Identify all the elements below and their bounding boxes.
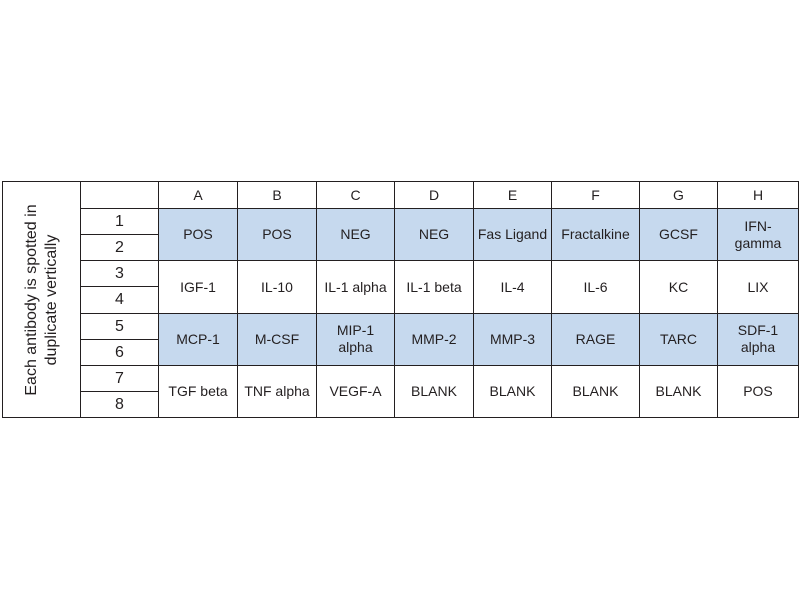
array-row-1 [3, 209, 799, 235]
antibody-label: MMP-2 [411, 330, 457, 347]
column-header-e: E [474, 182, 552, 209]
antibody-label: IL-1 beta [406, 278, 462, 295]
side-label-cell [3, 182, 81, 418]
antibody-cell-g3 [640, 261, 718, 313]
antibody-cell-d7 [395, 365, 474, 417]
row-number-2: 2 [81, 235, 159, 261]
antibody-cell-g7 [640, 365, 718, 417]
row-number-3: 3 [81, 261, 159, 287]
antibody-cell-f7 [552, 365, 640, 417]
antibody-cell-e5 [474, 313, 552, 365]
antibody-cell-b1 [238, 209, 317, 261]
antibody-label: MIP-1 alpha [336, 322, 375, 356]
antibody-label: IL-4 [500, 278, 525, 295]
column-header-row [3, 182, 799, 209]
antibody-label: M-CSF [254, 330, 300, 347]
antibody-cell-d1 [395, 209, 474, 261]
antibody-cell-c3 [317, 261, 395, 313]
antibody-array-map [2, 181, 799, 418]
antibody-label: KC [668, 278, 689, 295]
antibody-cell-a1 [159, 209, 238, 261]
antibody-label: IL-10 [261, 278, 293, 295]
antibody-label: POS [743, 382, 773, 399]
column-header-b: B [238, 182, 317, 209]
antibody-cell-h3 [718, 261, 799, 313]
antibody-label: NEG [418, 226, 450, 243]
antibody-cell-h5 [718, 313, 799, 365]
antibody-cell-e1 [474, 209, 552, 261]
column-header-g: G [640, 182, 718, 209]
column-header-h: H [718, 182, 799, 209]
antibody-cell-h7 [718, 365, 799, 417]
antibody-cell-b5 [238, 313, 317, 365]
row-number-6: 6 [81, 339, 159, 365]
antibody-cell-e7 [474, 365, 552, 417]
antibody-cell-g1 [640, 209, 718, 261]
array-row-5 [3, 313, 799, 339]
antibody-label: TARC [659, 330, 698, 347]
antibody-cell-h1 [718, 209, 799, 261]
antibody-label: BLANK [572, 382, 619, 399]
antibody-label: TGF beta [168, 382, 228, 399]
column-header-f: F [552, 182, 640, 209]
array-row-7 [3, 365, 799, 391]
antibody-cell-c5 [317, 313, 395, 365]
antibody-cell-f5 [552, 313, 640, 365]
antibody-label: IFN-gamma [734, 217, 782, 251]
antibody-label: GCSF [659, 226, 698, 243]
antibody-cell-d5 [395, 313, 474, 365]
row-number-8: 8 [81, 391, 159, 417]
antibody-label: NEG [340, 226, 371, 243]
antibody-label: RAGE [575, 330, 616, 347]
column-header-c: C [317, 182, 395, 209]
antibody-cell-f3 [552, 261, 640, 313]
row-number-1: 1 [81, 209, 159, 235]
antibody-cell-b7 [238, 365, 317, 417]
antibody-label: POS [183, 226, 213, 243]
column-header-d: D [395, 182, 474, 209]
antibody-label: SDF-1 alpha [737, 322, 779, 356]
antibody-label: IL-6 [583, 278, 608, 295]
antibody-cell-g5 [640, 313, 718, 365]
antibody-label: BLANK [411, 382, 457, 399]
antibody-cell-a7 [159, 365, 238, 417]
antibody-label: LIX [747, 278, 769, 295]
side-label: Each antibody is spotted in duplicate vertically [22, 203, 60, 396]
antibody-label: BLANK [489, 382, 536, 399]
antibody-label: Fas Ligand [477, 226, 548, 243]
antibody-cell-b3 [238, 261, 317, 313]
antibody-label: BLANK [655, 382, 702, 399]
antibody-cell-e3 [474, 261, 552, 313]
antibody-label: VEGF-A [329, 382, 382, 399]
antibody-cell-f1 [552, 209, 640, 261]
antibody-cell-c1 [317, 209, 395, 261]
antibody-cell-c7 [317, 365, 395, 417]
antibody-label: TNF alpha [244, 382, 310, 399]
antibody-cell-d3 [395, 261, 474, 313]
antibody-cell-a3 [159, 261, 238, 313]
row-number-5: 5 [81, 313, 159, 339]
corner-cell [81, 182, 159, 209]
antibody-cell-a5 [159, 313, 238, 365]
antibody-label: MMP-3 [489, 330, 536, 347]
array-row-3 [3, 261, 799, 287]
antibody-label: IL-1 alpha [324, 278, 387, 295]
column-header-a: A [159, 182, 238, 209]
antibody-label: MCP-1 [176, 330, 220, 347]
antibody-label: POS [262, 226, 292, 243]
row-number-7: 7 [81, 365, 159, 391]
antibody-label: IGF-1 [180, 278, 216, 295]
antibody-label: Fractalkine [561, 226, 630, 243]
row-number-4: 4 [81, 287, 159, 313]
